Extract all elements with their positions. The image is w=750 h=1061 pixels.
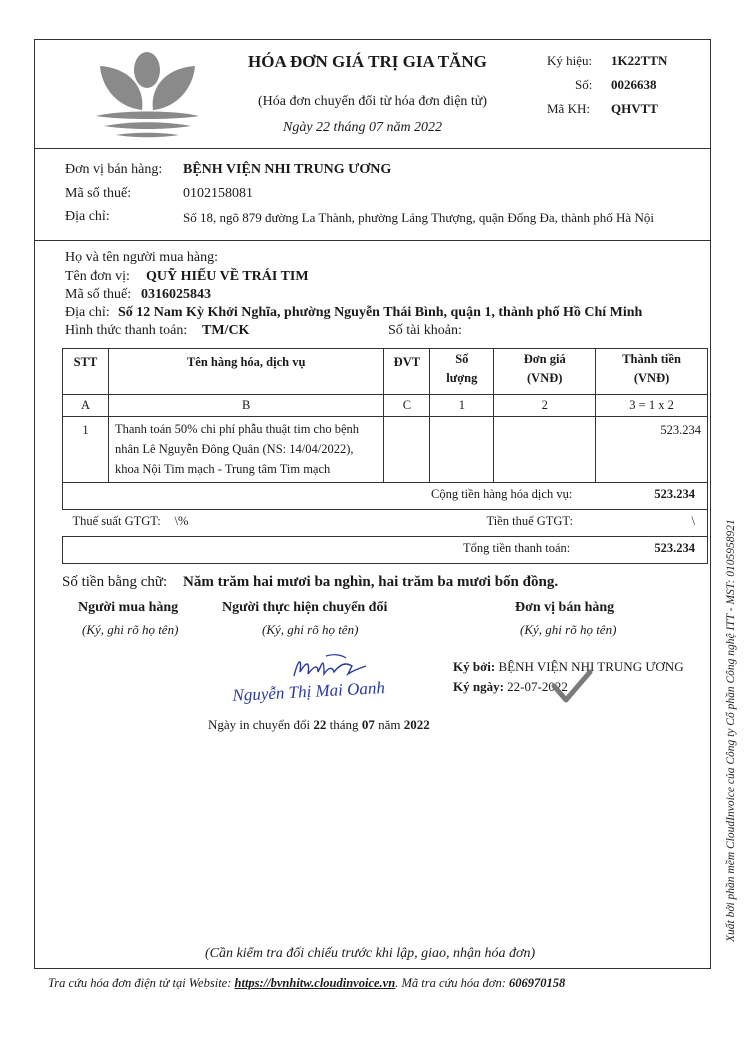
col-header-total	[596, 349, 708, 395]
converter-sign-title: Người thực hiện chuyển đổi	[222, 600, 388, 615]
print-date-year-word: năm	[378, 717, 401, 732]
vat-amount-label: Tiền thuế GTGT:	[486, 514, 573, 528]
subtotal-label: Cộng tiền hàng hóa dịch vụ:	[431, 487, 573, 501]
buyer-unit-value: QUỸ HIẾU VỀ TRÁI TIM	[146, 269, 309, 284]
signed-by-label: Ký bởi:	[453, 659, 496, 674]
amount-words-label: Số tiền bằng chữ:	[62, 574, 168, 590]
vat-cell	[63, 510, 708, 537]
header-separator	[34, 148, 711, 149]
print-date-month: 07	[361, 717, 375, 732]
signed-date-label: Ký ngày:	[453, 679, 504, 694]
converter-sign-note: (Ký, ghi rõ họ tên)	[262, 622, 359, 637]
buyer-tax-value: 0316025843	[141, 287, 211, 302]
vat-rate-value: \%	[174, 514, 189, 528]
grand-total-label: Tổng tiền thanh toán:	[463, 541, 571, 555]
code-total: 3 = 1 x 2	[596, 395, 708, 417]
code-qty: 1	[430, 395, 494, 417]
converter-name: Nguyễn Thị Mai Oanh	[232, 678, 386, 705]
row-qty	[430, 417, 494, 483]
col-header-qty	[430, 349, 494, 395]
vat-row	[63, 510, 708, 537]
row-price	[494, 417, 596, 483]
buyer-sign-title: Người mua hàng	[78, 600, 179, 615]
print-date-year: 2022	[403, 717, 430, 732]
table-code-row	[63, 395, 708, 417]
col-header-total-line1: Thành tiền	[622, 352, 681, 366]
seller-name-value: BỆNH VIỆN NHI TRUNG ƯƠNG	[183, 162, 392, 177]
so-value: 0026638	[611, 77, 657, 92]
invoice-subtitle: (Hóa đơn chuyển đổi từ hóa đơn điện tử)	[258, 94, 488, 109]
buyer-address-value: Số 12 Nam Kỳ Khởi Nghĩa, phường Nguyễn Thái Bình, quận 1, thành phố Hồ Chí Minh	[118, 305, 643, 320]
lotus-logo-icon	[90, 48, 205, 143]
table-header-row	[63, 349, 708, 395]
row-name-line1: Thanh toán 50% chi phí phẫu thuật tim cho bệnh	[114, 422, 360, 436]
grand-total-value: 523.234	[654, 541, 695, 555]
buyer-address-label: Địa chỉ:	[65, 305, 110, 320]
col-header-total-line2: (VNĐ)	[633, 371, 670, 385]
amount-words-value: Năm trăm hai mươi ba nghìn, hai trăm ba mươi bốn đồng.	[183, 574, 559, 590]
signed-by-value: BỆNH VIỆN NHI TRUNG ƯƠNG	[498, 659, 684, 674]
payment-label: Hình thức thanh toán:	[65, 323, 188, 338]
converter-print-date	[208, 717, 430, 733]
lookup-mid: . Mã tra cứu hóa đơn:	[395, 976, 506, 990]
col-header-qty-line1: Số	[455, 352, 469, 366]
ky-hieu-label: Ký hiệu:	[547, 53, 593, 68]
grand-total-row	[63, 537, 708, 564]
row-stt: 1	[63, 417, 109, 483]
seller-address-label: Địa chỉ:	[65, 209, 110, 224]
buyer-sign-note: (Ký, ghi rõ họ tên)	[82, 622, 179, 637]
buyer-unit-label: Tên đơn vị:	[65, 269, 130, 284]
row-name	[108, 417, 383, 483]
row-name-line2: nhân Lê Nguyễn Đông Quân (NS: 14/04/2022),	[114, 442, 354, 456]
invoice-date: Ngày 22 tháng 07 năm 2022	[283, 120, 443, 135]
seller-separator	[34, 240, 711, 241]
lookup-line	[48, 976, 565, 991]
seller-sign-note: (Ký, ghi rõ họ tên)	[520, 622, 617, 637]
vat-rate-label: Thuế suất GTGT:	[72, 514, 161, 528]
col-header-price-line1: Đơn giá	[523, 352, 566, 366]
lookup-url-link[interactable]: https://bvnhitw.cloudinvoice.vn	[234, 976, 396, 990]
code-name: B	[108, 395, 383, 417]
checkmark-icon	[550, 668, 594, 704]
signed-date-value: 22-07-2022	[507, 679, 568, 694]
row-total: 523.234	[596, 417, 708, 483]
col-header-qty-line2: lượng	[446, 371, 478, 385]
col-header-price-line2: (VNĐ)	[527, 371, 563, 385]
vat-amount-value: \	[691, 514, 695, 528]
ky-hieu-value: 1K22TTN	[611, 53, 668, 68]
row-name-line3: khoa Nội Tim mạch - Trung tâm Tim mạch	[114, 462, 331, 476]
subtotal-row	[63, 483, 708, 510]
so-label: Số:	[575, 77, 593, 92]
table-row	[63, 417, 708, 483]
account-label: Số tài khoản:	[388, 323, 462, 338]
col-header-price	[494, 349, 596, 395]
lookup-code: 606970158	[509, 976, 566, 990]
invoice-title: HÓA ĐƠN GIÁ TRỊ GIA TĂNG	[248, 52, 487, 71]
code-unit: C	[384, 395, 430, 417]
check-note: (Cần kiểm tra đối chiếu trước khi lập, giao, nhận hóa đơn)	[205, 946, 536, 961]
col-header-name: Tên hàng hóa, dịch vụ	[108, 349, 383, 395]
print-date-prefix: Ngày in chuyển đổi	[208, 717, 311, 732]
grand-total-cell	[63, 537, 708, 564]
code-price: 2	[494, 395, 596, 417]
seller-name-label: Đơn vị bán hàng:	[65, 162, 163, 177]
subtotal-cell	[63, 483, 708, 510]
row-unit	[384, 417, 430, 483]
handwritten-signature-icon	[288, 652, 368, 682]
seller-address-value: Số 18, ngõ 879 đường La Thành, phường Láng Thượng, quận Đống Đa, thành phố Hà Nội	[183, 210, 654, 225]
buyer-tax-label: Mã số thuế:	[65, 287, 132, 302]
col-header-stt: STT	[63, 349, 109, 395]
payment-value: TM/CK	[202, 323, 250, 338]
code-stt: A	[63, 395, 109, 417]
ma-kh-label: Mã KH:	[547, 101, 590, 116]
buyer-person-label: Họ và tên người mua hàng:	[65, 250, 219, 265]
items-table	[62, 348, 708, 564]
seller-tax-value: 0102158081	[183, 186, 253, 201]
side-software-note: Xuất bởi phần mềm CloudInvoice của Công ty Cổ phần Công nghệ ITT - MST: 0105958921	[725, 519, 737, 942]
print-date-day: 22	[313, 717, 327, 732]
seller-tax-label: Mã số thuế:	[65, 186, 132, 201]
seller-sign-title: Đơn vị bán hàng	[515, 600, 615, 615]
print-date-month-word: tháng	[329, 717, 359, 732]
col-header-unit: ĐVT	[384, 349, 430, 395]
ma-kh-value: QHVTT	[611, 101, 658, 116]
subtotal-value: 523.234	[654, 487, 695, 501]
lookup-prefix: Tra cứu hóa đơn điện tử tại Website:	[48, 976, 232, 990]
